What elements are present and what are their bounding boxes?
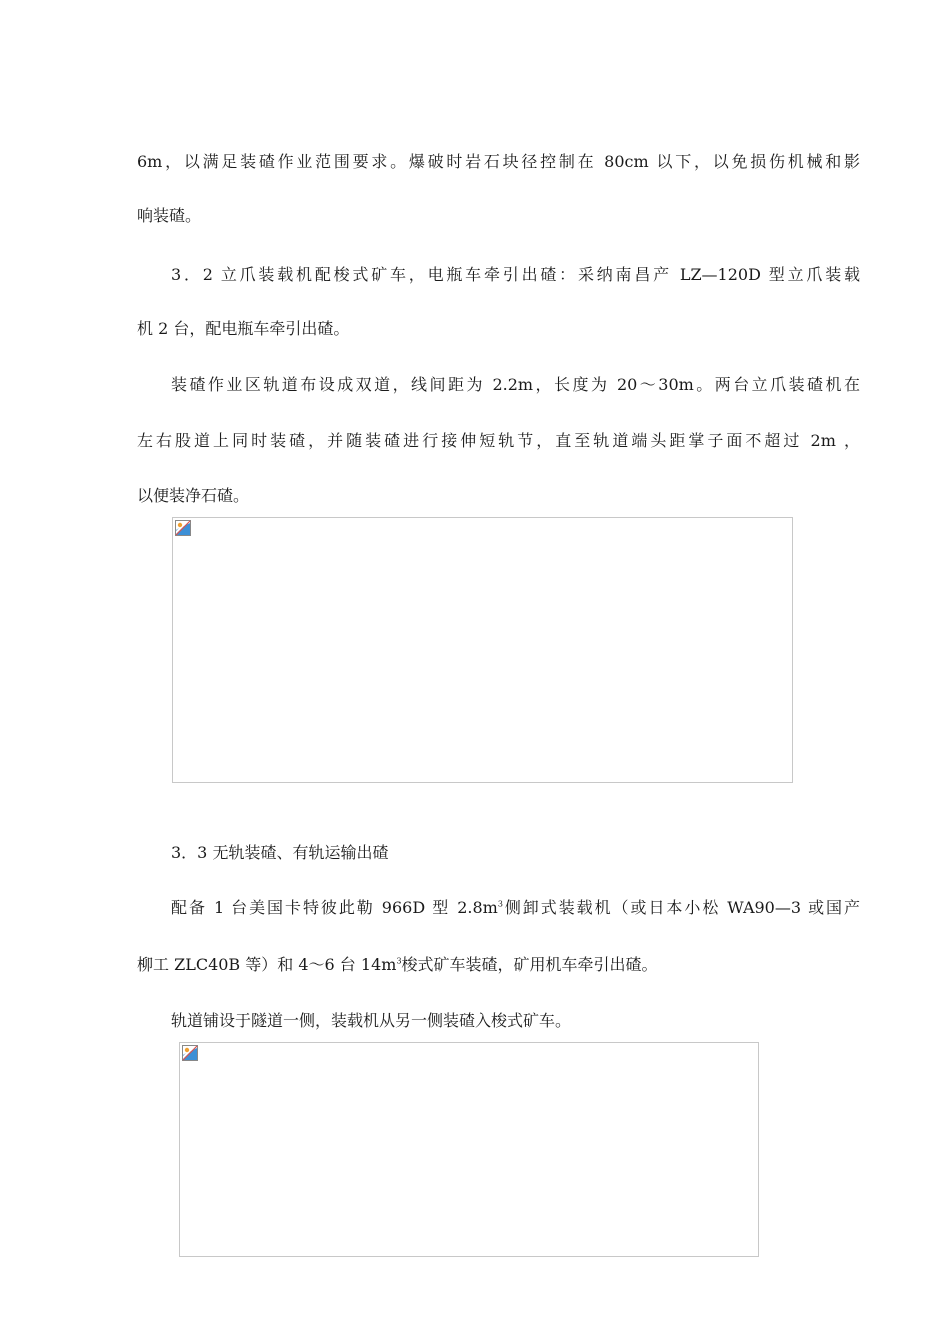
paragraph-5-line-2-text-b: 梭式矿车装碴，矿用机车牵引出碴。 [401,955,658,974]
broken-image-icon [175,520,191,536]
paragraph-1-line-2: 响装碴。 [137,206,202,225]
cubic-superscript: 3 [497,899,503,909]
paragraph-5-line-1-text-a: 配备 1 台美国卡特彼此勒 966D 型 2.8m [171,898,498,917]
paragraph-3-line-2: 左右股道上同时装碴，并随装碴进行接伸短轨节，直至轨道端头距掌子面不超过 2m ， [137,431,860,450]
paragraph-4-heading: 3．3 无轨装碴、有轨运输出碴 [171,843,389,862]
broken-image-icon [182,1045,198,1061]
paragraph-5-line-1 [171,898,860,918]
cubic-superscript: 3 [396,956,402,966]
paragraph-3-line-3: 以便装净石碴。 [137,486,250,505]
paragraph-5-line-2 [137,955,658,975]
figure-1-placeholder [172,517,793,783]
paragraph-1-line-1: 6m，以满足装碴作业范围要求。爆破时岩石块径控制在 80cm 以下，以免损伤机械和影 [137,152,860,171]
paragraph-2-line-2: 机 2 台，配电瓶车牵引出碴。 [137,319,350,338]
paragraph-6: 轨道铺设于隧道一侧，装载机从另一侧装碴入梭式矿车。 [171,1011,572,1030]
paragraph-5-line-2-text-a: 柳工 ZLC40B 等）和 4～6 台 14m [137,955,397,974]
paragraph-5-line-1-text-b: 侧卸式装载机（或日本小松 WA90—3 或国产 [502,898,860,917]
paragraph-3-line-1: 装碴作业区轨道布设成双道，线间距为 2.2m，长度为 20～30m。两台立爪装碴机在 [171,375,860,394]
figure-2-placeholder [179,1042,759,1257]
paragraph-2-line-1: 3．2 立爪装载机配梭式矿车，电瓶车牵引出碴：采纳南昌产 LZ—120D 型立爪装载 [171,265,860,284]
